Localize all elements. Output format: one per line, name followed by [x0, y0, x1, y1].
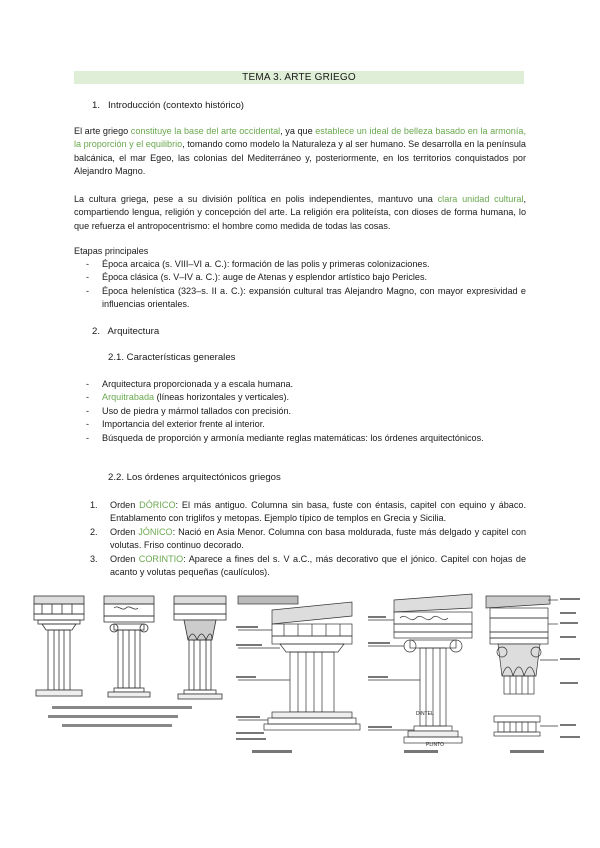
- figure-label: DINTEL: [416, 711, 434, 717]
- doric-order-figure: [232, 590, 362, 758]
- subsection-heading: 2.2. Los órdenes arquitectónicos griegos: [108, 472, 281, 483]
- list-item: - Uso de piedra y mármol tallados con precisión.: [74, 405, 526, 418]
- text-run: La cultura griega, pese a su división política en polis independientes, mantuvo una: [74, 194, 438, 204]
- list-item: - Época clásica (s. V–IV a. C.): auge de Atenas y esplendor artístico bajo Pericles.: [74, 271, 526, 284]
- orders-list: [92, 499, 526, 579]
- section-intro-heading: [92, 99, 244, 112]
- subsection-heading: 2.1. Características generales: [108, 352, 236, 363]
- corinthian-order-figure: [480, 590, 586, 758]
- highlight-text: Arquitrabada: [102, 392, 155, 403]
- text-run: El arte griego: [74, 126, 131, 136]
- highlight-text: establece un ideal de belleza basado en la armonía, la proporción y el equilibrio: [74, 126, 526, 150]
- list-item: - Arquitrabada (líneas horizontales y verticales).: [74, 391, 526, 404]
- stages-heading: Etapas principales: [74, 246, 149, 256]
- ionic-order-figure: [364, 590, 476, 758]
- figure-label: PLINTO: [426, 742, 444, 748]
- section-number: 2.: [92, 326, 101, 337]
- list-item: - Arquitectura proporcionada y a escala humana.: [74, 378, 526, 391]
- list-item: - Búsqueda de proporción y armonía mediante reglas matemáticas: los órdenes arquitectónicos.: [74, 432, 526, 445]
- list-item: 2. Orden JÓNICO: Nació en Asia Menor. Columna con basa moldurada, fuste más delgado y capitel con volutas. Friso continuo decorado.: [90, 526, 526, 551]
- text-run: , tomando como modelo la Naturaleza y al ser humano. Se desarrolla en la península balcánica, el mar Egeo, las colonias del Mediterráneo y, posteriormente, en los territorios conquistados por Alejandro Magno.: [74, 139, 526, 177]
- list-item: - Época arcaica (s. VIII–VI a. C.): formación de las polis y primeras colonizaciones.: [74, 258, 526, 271]
- section-number: 1.: [92, 100, 101, 111]
- highlight-text: constituye la base del arte occidental: [130, 126, 281, 136]
- text-run: , ya que: [280, 126, 316, 136]
- highlight-text: DÓRICO: [139, 500, 176, 510]
- list-item: - Importancia del exterior frente al interior.: [74, 418, 526, 431]
- section-arch-heading: [92, 325, 159, 338]
- intro-paragraph-2: [74, 193, 526, 233]
- features-list: [74, 378, 526, 445]
- orders-comparison-figure: [22, 590, 230, 740]
- highlight-text: JÓNICO: [138, 526, 173, 537]
- intro-paragraph-1: [74, 125, 526, 179]
- section-title: Arquitectura: [107, 326, 160, 337]
- page-title: TEMA 3. ARTE GRIEGO: [74, 71, 524, 84]
- section-title: Introducción (contexto histórico): [108, 100, 244, 111]
- highlight-text: clara unidad cultural: [437, 194, 524, 204]
- list-item: 3. Orden CORINTIO: Aparece a fines del s. V a.C., más decorativo que el jónico. Capitel con hojas de acanto y volutas pequeñas (caulículos).: [90, 553, 527, 578]
- list-item: 1. Orden DÓRICO: El más antiguo. Columna sin basa, fuste con éntasis, capitel con equino y ábaco. Entablamento con triglifos y metopas. Ejemplo típico de templos en Grecia y Sicilia.: [90, 500, 526, 524]
- text-run: , compartiendo lengua, religión y concepción del arte. La religión era politeísta, con dioses de forma humana, lo que refuerza el antropocentrismo: el hombre como medida de todas las cosas.: [74, 194, 526, 231]
- highlight-text: CORINTIO: [138, 553, 184, 564]
- list-item: - Época helenística (323–s. II a. C.): expansión cultural tras Alejandro Magno, con mayor expresividad e influencias orientales.: [74, 285, 526, 312]
- stages-list: [74, 258, 526, 312]
